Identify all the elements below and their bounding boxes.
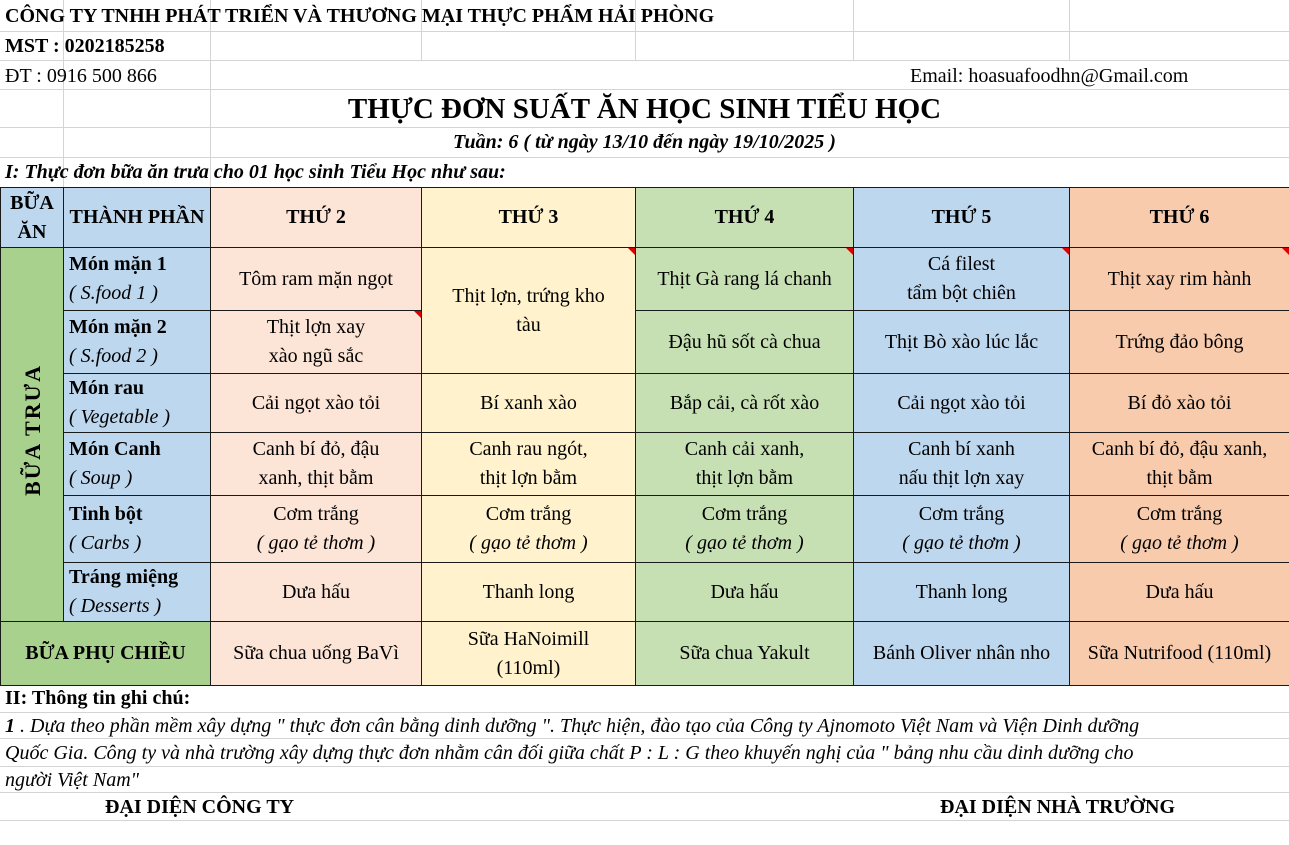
row-label-sub: ( Desserts ) [69,595,162,617]
menu-line: ( gạo tẻ thơm ) [256,532,376,554]
menu-cell [636,496,854,563]
menu-cell [211,311,422,374]
menu-cell: Đậu hũ sốt cà chua [636,311,854,374]
row-label-sub: ( Carbs ) [69,532,142,554]
tax-code: MST : 0202185258 [5,35,165,57]
menu-line: Cơm trắng [485,503,572,525]
note-line: người Việt Nam" [5,769,140,791]
menu-line: thịt lợn bằm [695,467,794,489]
row-label-sub: ( S.food 2 ) [69,345,158,367]
menu-line: ( gạo tẻ thơm ) [902,532,1021,554]
sign-company: ĐẠI DIỆN CÔNG TY [105,796,295,818]
menu-line: Thịt lợn xay [266,316,366,338]
menu-line: Cơm trắng [273,503,359,525]
note-line [5,712,1285,740]
menu-cell: Trứng đảo bông [1070,311,1289,374]
day-header-fri: THỨ 6 [1070,188,1289,248]
menu-cell: Thanh long [422,563,636,622]
menu-cell: Dưa hấu [211,563,422,622]
week-range: Tuần: 6 ( từ ngày 13/10 đến ngày 19/10/2025 ) [453,131,836,153]
menu-line: Cơm trắng [701,503,788,525]
menu-cell [422,248,636,374]
menu-line: Thịt lợn, trứng kho [452,284,605,307]
menu-line: xanh, thịt bằm [258,467,374,489]
row-label [64,563,211,622]
snack-cell: Sữa chua uống BaVì [211,622,422,686]
snack-cell [422,622,636,686]
note-number: 1 [5,715,15,737]
menu-line: tẩm bột chiên [907,282,1016,304]
menu-cell: Thịt Gà rang lá chanh [636,248,854,311]
menu-line: ( gạo tẻ thơm ) [1120,532,1239,554]
menu-cell: Tôm ram mặn ngọt [211,248,422,311]
note-line: Quốc Gia. Công ty và nhà trường xây dựng thực đơn nhằm cân đối giữa chất P : L : G theo khuyến nghị của " bảng nhu cầu dinh dưỡng cho [5,742,1134,764]
row-label-sub: ( Vegetable ) [69,406,171,428]
company-name: CÔNG TY TNHH PHÁT TRIỂN VÀ THƯƠNG MẠI THỰC PHẨM HẢI PHÒNG [5,5,715,27]
menu-cell [636,433,854,496]
row-label [64,374,211,433]
lunch-label: BỮA TRƯA [19,364,45,496]
menu-cell [1070,496,1289,563]
snack-label: BỮA PHỤ CHIỀU [1,622,211,686]
day-header-tue: THỨ 3 [422,188,636,248]
sign-school: ĐẠI DIỆN NHÀ TRƯỜNG [940,796,1176,818]
phone: ĐT : 0916 500 866 [5,65,157,87]
row-label-name: Món rau [69,377,144,399]
page-title: THỰC ĐƠN SUẤT ĂN HỌC SINH TIỂU HỌC [347,93,942,125]
menu-cell [422,496,636,563]
menu-cell [854,433,1070,496]
menu-line: Canh bí xanh [908,438,1015,460]
snack-cell: Sữa Nutrifood (110ml) [1070,622,1289,686]
row-label-sub: ( Soup ) [69,467,133,489]
row-label-name: Tráng miệng [69,566,179,588]
menu-line: xào ngũ sắc [268,345,364,367]
menu-cell: Dưa hấu [1070,563,1289,622]
col-meal-header: BỮA ĂN [1,188,64,248]
note-text: . Dựa theo phần mềm xây dựng " thực đơn cân bằng dinh dưỡng ". Thực hiện, đào tạo của Công ty Ajnomoto Việt Nam và Viện Dinh dưỡng [15,715,1140,737]
day-header-wed: THỨ 4 [636,188,854,248]
day-header-thu: THỨ 5 [854,188,1070,248]
menu-line: ( gạo tẻ thơm ) [685,532,804,554]
menu-line: Canh bí đỏ, đậu [252,438,380,460]
menu-cell: Cải ngọt xào tỏi [854,374,1070,433]
menu-line: Sữa HaNoimill [467,627,590,650]
menu-line: Canh rau ngót, [469,438,588,460]
row-label [64,433,211,496]
snack-cell: Sữa chua Yakult [636,622,854,686]
row-label-name: Món Canh [69,438,161,460]
menu-line: Cơm trắng [918,503,1005,525]
menu-line: thịt lợn bằm [479,467,578,489]
menu-cell: Thịt xay rim hành [1070,248,1289,311]
menu-line: (110ml) [496,656,561,679]
grid-line [0,31,1289,32]
row-label-sub: ( S.food 1 ) [69,282,158,304]
lunch-label-cell [1,248,64,622]
menu-cell [211,496,422,563]
menu-line: thịt bằm [1146,467,1213,489]
menu-line: tàu [516,313,541,336]
menu-cell: Thanh long [854,563,1070,622]
menu-line: Cơm trắng [1136,503,1223,525]
menu-cell: Bí xanh xào [422,374,636,433]
section-1-heading: I: Thực đơn bữa ăn trưa cho 01 học sinh Tiểu Học như sau: [5,161,506,183]
row-label-name: Món mặn 2 [69,316,167,338]
menu-cell: Cải ngọt xào tỏi [211,374,422,433]
menu-line: Canh bí đỏ, đậu xanh, [1091,438,1268,460]
row-label-name: Tinh bột [69,503,143,525]
row-label-name: Món mặn 1 [69,253,167,275]
menu-table [0,187,1289,686]
row-label [64,496,211,563]
menu-line: Canh cải xanh, [684,438,805,460]
menu-cell: Thịt Bò xào lúc lắc [854,311,1070,374]
section-2-heading: II: Thông tin ghi chú: [5,687,191,709]
day-header-mon: THỨ 2 [211,188,422,248]
menu-cell: Dưa hấu [636,563,854,622]
col-component-header: THÀNH PHẦN [64,188,211,248]
menu-line: ( gạo tẻ thơm ) [469,532,588,554]
grid-line [853,0,854,60]
row-label [64,311,211,374]
menu-cell [1070,433,1289,496]
menu-cell: Bắp cải, cà rốt xào [636,374,854,433]
menu-line: nấu thịt lợn xay [898,467,1025,489]
menu-cell: Bí đỏ xào tỏi [1070,374,1289,433]
menu-cell [854,496,1070,563]
snack-cell: Bánh Oliver nhân nho [854,622,1070,686]
grid-line [1069,0,1070,60]
email: Email: hoasuafoodhn@Gmail.com [910,65,1189,87]
menu-cell [854,248,1070,311]
row-label [64,248,211,311]
menu-line: Cá filest [927,253,996,275]
menu-cell [422,433,636,496]
menu-cell [211,433,422,496]
